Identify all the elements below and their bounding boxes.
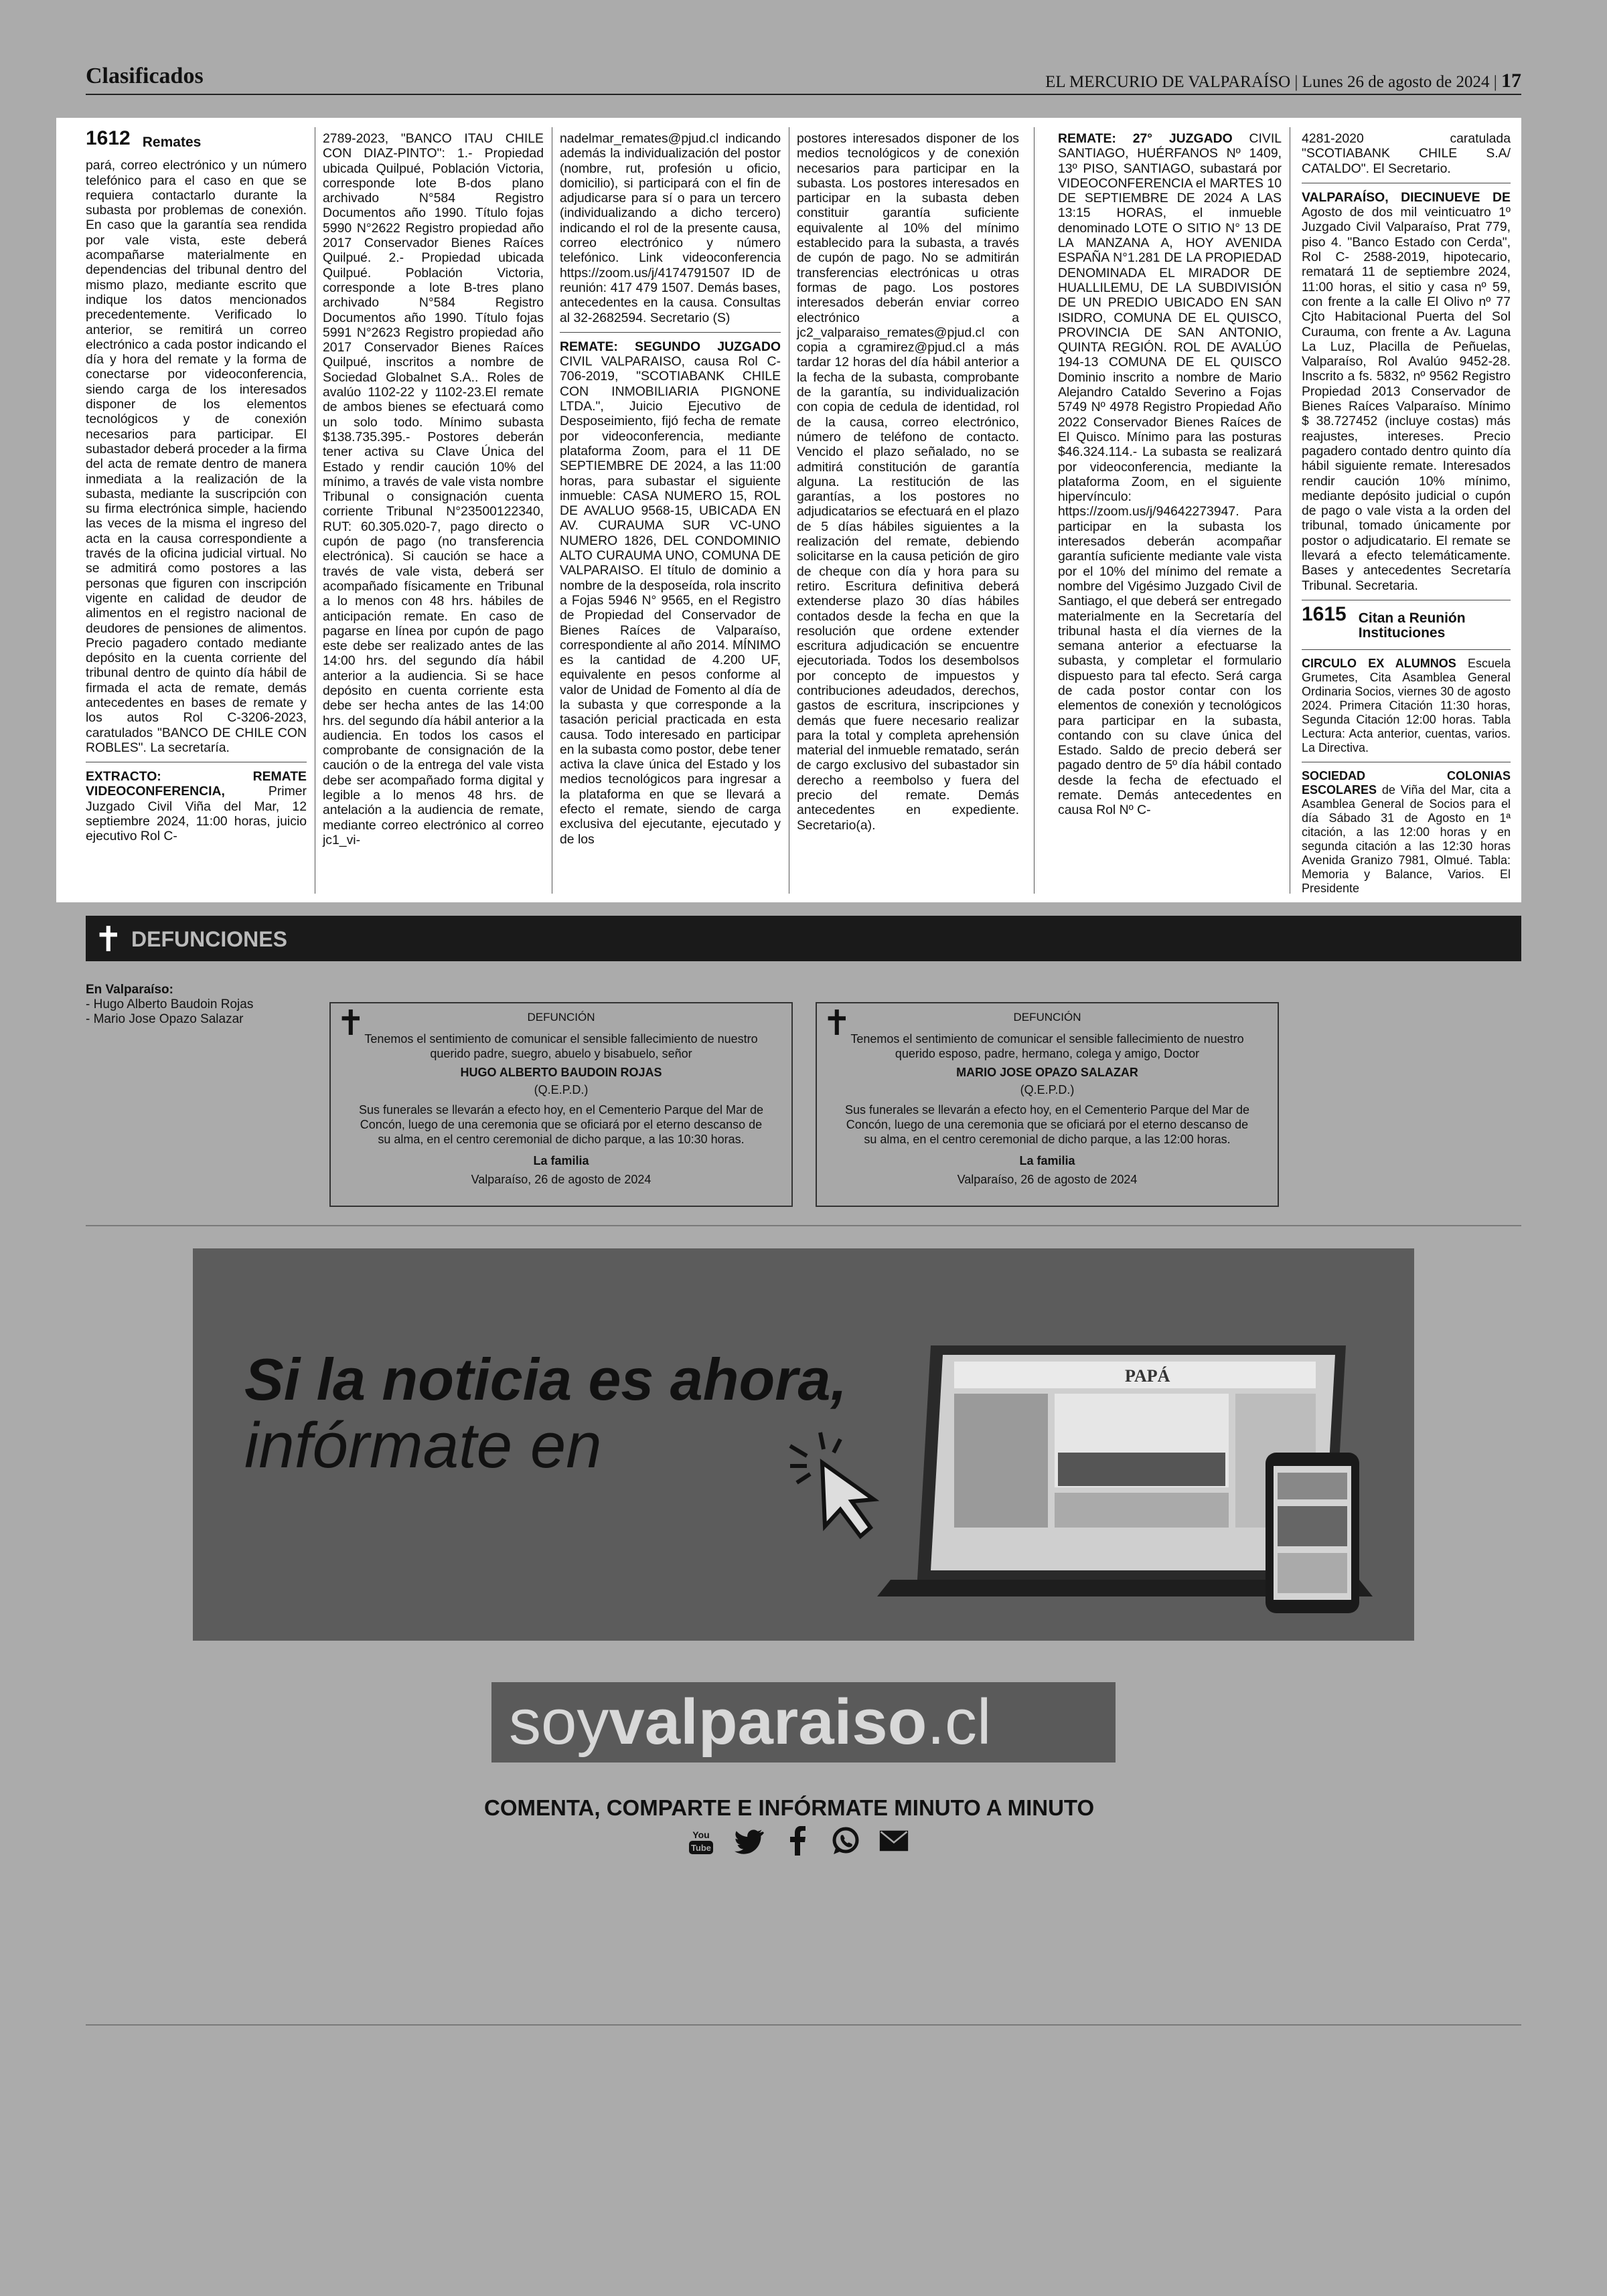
site-logo[interactable]: soyvalparaiso.cl [509, 1686, 992, 1758]
classified-lead: REMATE: SEGUNDO JUZGADO [560, 339, 781, 354]
defunciones-index [86, 983, 253, 1027]
deceased-name: MARIO JOSE OPAZO SALAZAR [956, 1066, 1138, 1079]
column-divider [1034, 127, 1035, 894]
page-bottom-divider [86, 2024, 1521, 2026]
notice-body: Sus funerales se llevarán a efecto hoy, en el Cementerio Parque del Mar de Concón, luego de una ceremonia que se oficiará por el eterno descanso de su alma, en el centro ceremonial de dicho parque, a las 10:30 horas. [358, 1103, 763, 1146]
classified-column-5 [1058, 131, 1282, 824]
twitter-icon[interactable] [735, 1826, 764, 1856]
notice-heading: DEFUNCIÓN [527, 1011, 595, 1023]
notice-text: Tenemos el sentimiento de comunicar el sensible fallecimiento de nuestro querido padre, suegro, abuelo y bisabuelo, señor [364, 1032, 758, 1060]
facebook-icon[interactable] [783, 1826, 812, 1856]
classified-ad: REMATE: 27° JUZGADO CIVIL SANTIAGO, HUÉRFANOS Nº 1409, 13º PISO, SANTIAGO, subastará por VIDEOCONFERENCIA el MARTES 10 DE SEPTIEMBRE DE 2024 A LAS 13:15 HORAS, el inmueble denominado LOTE O SITIO N° 13 DE LA MANZANA A, HOY AVENIDA ESPAÑA N°1.281 DE LA PROPIEDAD DENOMINADA EL MIRADOR DE HUALLILEMU, DE LA SUBDIVISIÓN DE UN PREDIO UBICADO EN SAN ISIDRO, COMUNA DE EL QUISCO, PROVINCIA DE SAN ANTONIO, QUINTA REGIÓN. ROL DE AVALÚO 194-13 COMUNA DE EL QUISCO Dominio inscrito a nombre de Mario Alejandro Cataldo Severino a Fojas 5749 Nº 4978 Registro Propiedad Año 2022 Conservador Bienes Raíces de El Quisco. Mínimo para las posturas $46.324.114.- La subasta se realizará por videoconferencia, mediante la plataforma Zoom, en el siguiente hipervínculo: https://zoom.us/j/94642273947. Para participar en la subasta los interesados deberán acompañar garantía suficiente mediante vale vista por el 10% del mínimo del remate a nombre del Vigésimo Juzgado Civil de Santiago, el que deberá ser entregado materialmente en la Secretaría del tribunal hasta el día viernes de la semana anterior a efectuarse la subasta, y completar el formulario dispuesto para tal efecto. Será carga de cada postor contar con los elementos de conexión y tecnológicos para participar en la subasta, contando con su clave única del Estado. Saldo de precio deberá ser pagado dentro de 5º día hábil contado desde la fecha de efectuado el remate. Demás antecedentes en causa Rol Nº C- [1058, 131, 1282, 818]
classified-text: 4281-2020 caratulada "SCOTIABANK CHILE S.A/ CATALDO". El Secretario. [1302, 131, 1511, 176]
classified-lead: VALPARAÍSO, DIECINUEVE DE [1302, 189, 1511, 205]
ad-subheadline: infórmate en [244, 1410, 602, 1481]
notice-signature: La familia [533, 1154, 589, 1167]
cross-icon: ✝ [336, 1004, 366, 1043]
header-divider [86, 94, 1521, 95]
notice-heading: DEFUNCIÓN [1013, 1011, 1081, 1023]
death-notice [329, 1002, 793, 1207]
section-number: 1615 [1302, 602, 1347, 625]
screen-brand: PAPÁ [1125, 1366, 1170, 1386]
classified-column-2 [323, 131, 544, 853]
classified-column-1 [86, 127, 307, 850]
section-number: 1612 [86, 127, 131, 149]
notice-text: Tenemos el sentimiento de comunicar el sensible fallecimiento de nuestro querido esposo, padre, hermano, colega y amigo, Doctor [850, 1032, 1244, 1060]
defunciones-banner [86, 916, 1521, 961]
classified-column-3 [560, 131, 781, 853]
cross-icon: ✝ [94, 920, 123, 959]
page-number: 17 [1501, 70, 1521, 92]
index-item: - Hugo Alberto Baudoin Rojas [86, 997, 254, 1011]
classified-ad: SOCIEDAD COLONIAS ESCOLARES de Viña del Mar, cita a Asamblea General de Socios para el día Sábado 31 de Agosto en 1ª citación, a las 12:00 horas y en segunda citación a las 12:30 horas Avenida Granizo 7981, Olmué. Tabla: Memoria y Balance, Varios. El Presidente [1302, 768, 1511, 895]
classified-text: postores interesados disponer de los medios tecnológicos y de conexión necesarios para participar en la subasta. Los postores interesados en participar en la subasta deben constituir garantía suficiente equivalente al 10% del mínimo establecido para la subasta, a través de cupón de pago. No se admitirán transferencias electrónicas u otras formas de pago. Los postores interesados deberán enviar correo electrónico a jc2_valparaiso_remates@pjud.cl con copia a cgramirez@pjud.cl a más tardar 12 horas del día hábil anterior a la fecha de la subasta, comprobante de la garantía, su individualización con copia de cedula de identidad, rol de la causa, correo electrónico, número de teléfono de contacto. Vencido el plazo señalado, no se admitirá constitución de garantía alguna. La restitución de las garantías, a los postores no adjudicatarios se efectuará en el plazo de 5 días hábiles siguientes a la realización del remate, debiendo solicitarse en la causa petición de giro de cheque con día y hora para su retiro. Escritura definitiva deberá extenderse plazo 30 días hábiles contados desde la fecha en que la resolución que ordene extender escritura adjudicación se encuentre ejecutoriada. Todos los desembolsos por concepto de impuestos y contribuciones adeudados, derechos, gastos de escritura, inscripciones y demás que fuere necesario realizar para la total y completa aprehensión material del inmueble rematado, serán de cargo exclusivo del subastador sin derecho a reembolso y fuera del precio del remate. Demás antecedentes en expediente. Secretario(a). [797, 131, 1019, 833]
classified-column-4 [797, 131, 1019, 839]
mail-icon[interactable] [879, 1826, 909, 1856]
whatsapp-icon[interactable] [831, 1826, 860, 1856]
defunciones-title: DEFUNCIONES [131, 927, 287, 951]
notice-qepd: (Q.E.P.D.) [1020, 1083, 1075, 1096]
issue-date: Lunes 26 de agosto de 2024 [1302, 73, 1490, 91]
section-divider [86, 1225, 1521, 1226]
svg-text:You: You [692, 1829, 710, 1840]
notice-body: Sus funerales se llevarán a efecto hoy, en el Cementerio Parque del Mar de Concón, luego de una ceremonia que se oficiará por el eterno descanso de su alma, en el centro ceremonial de dicho parque, a las 12:00 horas. [844, 1103, 1249, 1146]
classified-lead: REMATE: 27° JUZGADO [1058, 131, 1233, 146]
classified-lead: EXTRACTO: REMATE VIDEOCONFERENCIA, [86, 769, 307, 799]
index-item: - Mario Jose Opazo Salazar [86, 1012, 244, 1026]
phone-illustration [1266, 1453, 1359, 1613]
cursor-icon [790, 1432, 874, 1536]
section-header-1612 [86, 127, 307, 150]
classified-lead: CIRCULO EX ALUMNOS [1302, 656, 1456, 670]
notice-date: Valparaíso, 26 de agosto de 2024 [471, 1173, 652, 1186]
notice-date: Valparaíso, 26 de agosto de 2024 [957, 1173, 1138, 1186]
page-header-info: EL MERCURIO DE VALPARAÍSO | Lunes 26 de agosto de 2024 | 17 [1045, 70, 1521, 92]
classified-column-6 [1302, 131, 1511, 902]
social-icons [686, 1826, 909, 1856]
notice-qepd: (Q.E.P.D.) [534, 1083, 589, 1096]
classified-ad: EXTRACTO: REMATE VIDEOCONFERENCIA, Primer Juzgado Civil Viña del Mar, 12 septiembre 2024, 11:00 horas, juicio ejecutivo Rol C- [86, 769, 307, 844]
death-notice [816, 1002, 1279, 1207]
section-name: Remates [142, 135, 202, 150]
classified-ad: VALPARAÍSO, DIECINUEVE DE Agosto de dos mil veinticuatro 1º Juzgado Civil Valparaíso, Prat 779, piso 4. "Banco Estado con Cerda", Rol C- 2588-2019, hipotecario, rematará 11 de septiembre 2024, 11:00 horas, el sitio y casa nº 59, con frente a la calle El Olivo nº 77 Cjto Habitacional Puerta del Sol Curauma, con frente a Av. Laguna La Luz, Placilla de Peñuelas, Valparaíso, Rol Avalúo 9452-28. Inscrito a fs. 5832, nº 9562 Registro Propiedad 2013 Conservador de Bienes Raíces Valparaíso. Mínimo $ 38.727452 (incluye costas) más reajustes, intereses. Precio pagadero contado dentro quinto día hábil siguiente remate. Interesados rendir caución 10% mínimo, mediante depósito judicial o cupón de pago o vale vista a la orden del tribunal, tomado únicamente por postor o adjudicatario. El remate se llevará a efecto telemáticamente. Bases y antecedentes Secretaría Tribunal. Secretaria. [1302, 189, 1511, 593]
classified-lead: SOCIEDAD COLONIAS ESCOLARES [1302, 768, 1511, 797]
section-name: Citan a Reunión Instituciones [1358, 610, 1466, 641]
newspaper-name: EL MERCURIO DE VALPARAÍSO [1045, 73, 1291, 91]
notice-signature: La familia [1019, 1154, 1075, 1167]
classifieds-panel [56, 118, 1521, 902]
ad-slogan: COMENTA, COMPARTE E INFÓRMATE MINUTO A MINUTO [484, 1795, 1095, 1820]
youtube-icon[interactable] [686, 1826, 716, 1856]
classified-ad: REMATE: SEGUNDO JUZGADO CIVIL VALPARAISO, causa Rol C-706-2019, "SCOTIABANK CHILE CON INMOBILIARIA PIGNONE LTDA.", Juicio Ejecutivo de Desposeimiento, fijó fecha de remate por videoconferencia, mediante plataforma Zoom, para el 11 DE SEPTIEMBRE DE 2024, a las 11:00 horas, para subastar el siguiente inmueble: CASA NUMERO 15, ROL DE AVALUO 9568-15, UBICADA EN AV. CURAUMA SUR VC-UNO NUMERO 1826, DEL CONDOMINIO ALTO CURAUMA UNO, COMUNA DE VALPARAISO. El título de dominio a nombre de la desposeída, rola inscrito a Fojas 5946 N° 9565, en el Registro de Propiedad del Conservador de Bienes Raíces de Valparaíso, correspondiente al año 2014. MÍNIMO es la cantidad de 4.200 UF, equivalente en pesos conforme al valor de Unidad de Fomento al día de la subasta y que corresponde a la tasación pericial practicada en esta causa. Todo interesado en participar en la subasta como postor, debe tener activa la clave única del Estado y los medios tecnológicos para ingresar a la plataforma en que se llevará a efecto el remate, siendo de carga exclusiva del ejecutante, ejecutado y de los [560, 339, 781, 847]
classified-text: pará, correo electrónico y un número telefónico para el caso en que se requiera contactarlo durante la subasta por problemas de conexión. En caso que la garantía sea rendida por vale vista, este deberá acompañarse materialmente en dependencias del tribunal dentro del mismo plazo, mediante escrito que indique los datos mencionados precedentemente. Verificado lo anterior, se remitirá un correo electrónico a cada postor indicando el día y hora del remate y la forma de conectarse por videoconferencia, siendo carga de los interesados disponer de los elementos tecnológicos y de conexión necesarios para participar. El subastador deberá proceder a la firma del acta de remate dentro de manera inmediata a la realización de la subasta, mediante la suscripción con su firma electrónica simple, haciendo las veces de la misma el ingreso del acta en la causa correspondiente a través de la oficina judicial virtual. No se admitirá como postores a las personas que figuren con inscripción vigente en calidad de deudor de alimentos en el registro nacional de deudores de pensiones de alimentos. Precio pagadero contado mediante depósito en la cuenta corriente del tribunal dentro de quinto día hábil de firmada el acta de remate, demás antecedentes en bases de remate y los autos Rol C-3206-2023, caratulados "BANCO DE CHILE CON ROBLES". La secretaría. [86, 158, 307, 755]
laptop-illustration [770, 1332, 1373, 1613]
svg-text:Tube: Tube [690, 1843, 712, 1853]
section-title: Clasificados [86, 64, 204, 88]
classified-text: nadelmar_remates@pjud.cl indicando además la individualización del postor (nombre, rut, profesión u oficio, domicilio), si participará con el fin de adjudicarse para sí o para un tercero (individualizando a dicho tercero) indicando el rol de la presente causa, correo electrónico y número telefónico. Link videoconferencia https://zoom.us/j/4174791507 ID de reunión: 417 479 1507. Demás bases, antecedentes en la causa. Consultas al 32-2682594. Secretario (S) [560, 131, 781, 325]
deceased-name: HUGO ALBERTO BAUDOIN ROJAS [460, 1066, 662, 1079]
section-header-1615 [1302, 602, 1511, 641]
classified-ad: CIRCULO EX ALUMNOS Escuela Grumetes, Cita Asamblea General Ordinaria Socios, viernes 30 de agosto 2024. Primera Citación 11:30 horas, Segunda Citación 12:00 horas. Tabla Lectura: Acta anterior, cuentas, varios. La Directiva. [1302, 656, 1511, 754]
classified-text: 2789-2023, "BANCO ITAU CHILE CON DIAZ-PINTO": 1.- Propiedad ubicada Quilpué, Población Victoria, corresponde lote B-dos plano archivado N°584 Registro Documentos año 1990. Título fojas 5990 N°2622 Registro propiedad año 2017 Conservador Bienes Raíces Quilpué. 2.- Propiedad ubicada Quilpué. Población Victoria, corresponde a lote B-tres plano archivado N°584 Registro Documentos año 1990. Título fojas 5991 N°2623 Registro propiedad año 2017 Conservador Bienes Raíces Quilpué, inscritos a nombre de Sociedad Globalnet S.A.. Roles de avalúo 1102-22 y 1102-23.El remate de ambos bienes se efectuará como un solo todo. Mínimo subasta $138.735.395.- Postores deberán tener activa su Clave Única del Estado y rendir caución 10% del mínimo, a través de vale vista nombre Tribunal o consignación cuenta corriente Tribunal N°23500122340, RUT: 60.305.020-7, pago directo o cupón de pago (no transferencia electrónica). Si caución se hace a través de vale vista, deberá ser acompañado físicamente en Tribunal a lo menos con 48 hrs. hábiles de anticipación remate. En caso de pagarse en línea por cupón de pago este debe ser realizado antes de las 14:00 hrs. del segundo día hábil anterior a la audiencia. Si se hace depósito en cuenta corriente esta debe ser hecha antes de las 14:00 hrs. del segundo día hábil anterior a la audiencia. En todos los casos el comprobante de consignación de la caución o de la entrega del vale vista debe ser acompañado forma digital y legible a lo menos 48 hrs. de antelación a la audiencia de remate, mediante correo electrónico al correo jc1_vi- [323, 131, 544, 847]
cross-icon: ✝ [822, 1004, 852, 1043]
index-title: En Valparaíso: [86, 983, 173, 997]
ad-headline: Si la noticia es ahora, [244, 1346, 847, 1412]
